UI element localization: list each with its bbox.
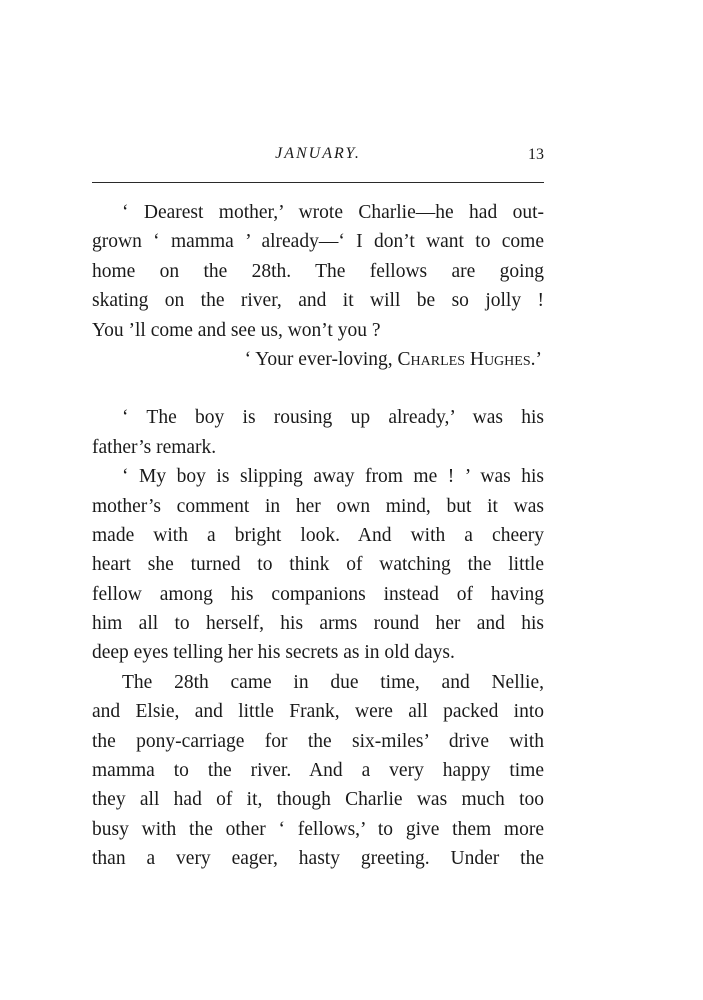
paragraph-line: than a very eager, hasty greeting. Under the: [92, 848, 544, 870]
signature-name: Charles Hughes.: [397, 348, 536, 370]
paragraph-line: ‘ The boy is rousing up already,’ was his: [122, 407, 544, 429]
paragraph-line: heart she turned to think of watching the little: [92, 554, 544, 576]
paragraph-line: mother’s comment in her own mind, but it was: [92, 495, 544, 517]
paragraph-line: and Elsie, and little Frank, were all packed into: [92, 701, 544, 723]
running-head: [92, 145, 544, 167]
paragraph-line: the pony-carriage for the six-miles’ drive with: [92, 730, 544, 752]
letter-signature: [92, 345, 544, 374]
letter-line: home on the 28th. The fellows are going: [92, 260, 544, 282]
page-number: 13: [528, 146, 544, 163]
paragraph-line: they all had of it, though Charlie was much too: [92, 789, 544, 811]
letter-line: grown ‘ mamma ’ already—‘ I don’t want to come: [92, 231, 544, 253]
paragraph-line: mamma to the river. And a very happy time: [92, 760, 544, 782]
paragraph-gap: [92, 374, 544, 403]
signature-suffix: ’: [535, 348, 542, 370]
paragraph-line: made with a bright look. And with a cheery: [92, 524, 544, 546]
paragraph-line: ‘ My boy is slipping away from me ! ’ was his: [122, 466, 544, 488]
paragraph-line: him all to herself, his arms round her and his: [92, 613, 544, 635]
paragraph-line: busy with the other ‘ fellows,’ to give them more: [92, 818, 544, 840]
running-title: JANUARY.: [275, 145, 361, 162]
body-text: [92, 198, 544, 874]
letter-line: ‘ Dearest mother,’ wrote Charlie—he had out-: [122, 202, 544, 223]
letter-line: You ’ll come and see us, won’t you ?: [92, 319, 381, 341]
paragraph-line: deep eyes telling her his secrets as in old days.: [92, 642, 455, 664]
paragraph-line: father’s remark.: [92, 436, 217, 458]
letter-line: skating on the river, and it will be so jolly !: [92, 290, 544, 312]
header-rule: [92, 182, 544, 183]
paragraph-line: The 28th came in due time, and Nellie,: [122, 671, 544, 693]
signature-prefix: ‘ Your ever-loving,: [244, 348, 398, 370]
paragraph-line: fellow among his companions instead of having: [92, 583, 544, 605]
